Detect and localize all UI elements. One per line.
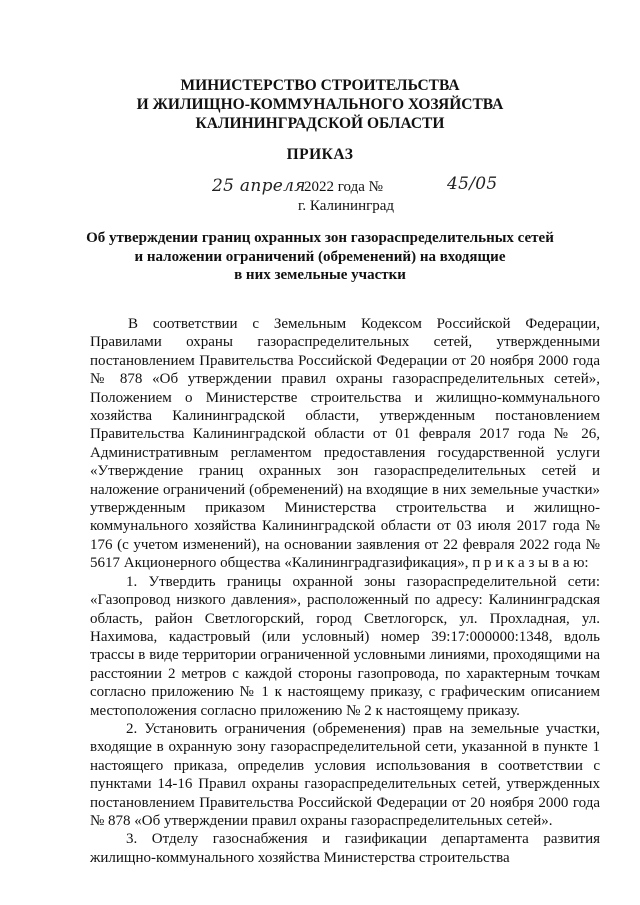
ministry-line-1: МИНИСТЕРСТВО СТРОИТЕЛЬСТВА [180,77,460,94]
item-3-paragraph: 3. Отделу газоснабжения и газификации департамента развития жилищно-коммунального хозяйства Министерства строительства [90,831,600,866]
order-date-line [0,174,640,200]
order-subject [60,229,580,285]
subject-line-2: и наложении ограничений (обременений) на входящие [134,248,506,265]
handwritten-date: 25 апреля [212,176,306,196]
subject-line-1: Об утверждении границ охранных зон газораспределительных сетей [86,230,554,246]
order-year-text: 2022 года № [304,179,383,195]
subject-line-3: в них земельные участки [234,267,406,283]
ministry-line-2: И ЖИЛИЩНО-КОММУНАЛЬНОГО ХОЗЯЙСТВА [136,96,504,113]
item-2-paragraph: 2. Установить ограничения (обременения) прав на земельные участки, входящие в охранную зону газораспределительной сети, указанной в пункте 1 настоящего приказа, определив условия использования в соответствии с пунктами 14-16 Правил охраны газораспределительных сетей, утвержденных постановлением Правительства Российской Федерации от 20 ноября 2000 года № 878 «Об утверждении правил охраны газораспределительных сетей». [90,720,600,829]
order-city: г. Калининград [297,198,395,214]
handwritten-order-number: 45/05 [447,174,498,194]
order-body [90,315,600,867]
order-title: ПРИКАЗ [286,146,354,163]
preamble-paragraph: В соответствии с Земельным Кодексом Российской Федерации, Правилами охраны газораспределительных сетей, утвержденными постановлением Правительства Российской Федерации от 20 ноября 2000 года № 878 «Об утверждении правил охраны газораспределительных сетей», Положением о Министерстве строительства и жилищно-коммунального хозяйства Калининградской области, утвержденным постановлением Правительства Калининградской области от 01 февраля 2017 года № 26, Административным регламентом предоставления государственной услуги «Утверждение границ охранных зон газораспределительных сетей и наложение ограничений (обременений) на входящие в них земельные участки» утвержденным приказом Министерства строительства и жилищно-коммунального хозяйства Калининградской области от 03 июля 2017 года № 176 (с учетом изменений), на основании заявления от 22 февраля 2022 года № 5617 Акционерного общества «Калининградгазификация», п р и к а з ы в а ю: [90,316,600,572]
ministry-header [0,76,640,133]
ministry-line-3: КАЛИНИНГРАДСКОЙ ОБЛАСТИ [195,115,445,132]
item-1-paragraph: 1. Утвердить границы охранной зоны газораспределительной сети: «Газопровод низкого давления», расположенный по адресу: Калининградская область, район Светлогорский, город Светлогорск, ул. Прохладная, ул. Нахимова, кадастровый (или условный) номер 39:17:000000:1348, вдоль трассы в виде территории ограниченной условными линиями, проходящими на расстоянии 2 метров с каждой стороны газопровода, по характерным точкам согласно приложению № 1 к настоящему приказу, с графическим описанием местоположения согласно приложению № 2 к настоящему приказу. [90,573,600,719]
